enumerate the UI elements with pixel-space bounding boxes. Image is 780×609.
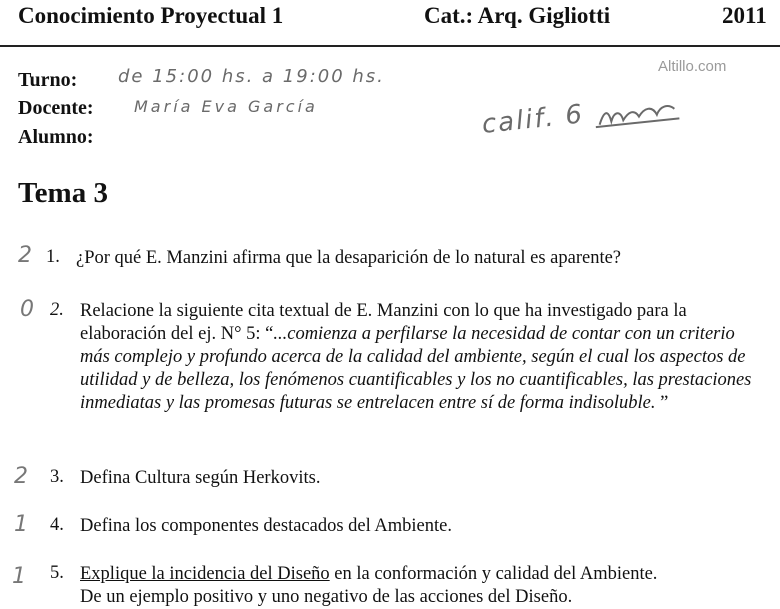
q1-number: 1. <box>46 247 60 267</box>
signature-scribble <box>594 100 680 129</box>
tema-heading: Tema 3 <box>18 177 108 209</box>
q3-number: 3. <box>50 467 64 487</box>
turno-label: Turno: <box>18 69 78 91</box>
q5-grade: 1 <box>12 564 26 589</box>
q2-intro: Relacione la siguiente cita textual de E. Manzini con lo que ha investigado para la elaboración del ej. N° 5: “ <box>80 301 687 344</box>
q3-text: Defina Cultura según Herkovits. <box>80 468 321 488</box>
course-title: Conocimiento Proyectual 1 <box>18 3 284 28</box>
turno-value: de 15:00 hs. a 19:00 hs. <box>118 66 385 87</box>
q5-line1-rest: en la conformación y calidad del Ambiente. <box>329 564 658 584</box>
q2-number: 2. <box>50 300 64 320</box>
q5-text <box>80 563 770 609</box>
q2-grade: 0 <box>20 297 34 322</box>
alumno-label: Alumno: <box>18 126 94 148</box>
q4-number: 4. <box>50 515 64 535</box>
q1-text: ¿Por qué E. Manzini afirma que la desaparición de lo natural es aparente? <box>76 248 622 268</box>
q5-underlined: Explique la incidencia del Diseño <box>80 564 330 584</box>
q2-text <box>80 300 760 415</box>
q2-end: ” <box>655 393 669 413</box>
q5-number: 5. <box>50 563 64 583</box>
q1-grade: 2 <box>18 243 32 268</box>
docente-label: Docente: <box>18 97 94 119</box>
q3-grade: 2 <box>14 464 28 489</box>
year: 2011 <box>722 3 767 28</box>
q2-quote: ...comienza a perfilarse la necesidad de contar con un criterio más complejo y profundo acerca de la calidad del ambiente, según el cual los aspectos de utilidad y de belleza, los fenómenos cuantificables y los no cuantificables, las prestaciones inmediatas y las promesas futuras se entrelacen entre sí de forma indisoluble. <box>80 324 752 413</box>
header-rule <box>0 45 780 47</box>
q4-text: Defina los componentes destacados del Ambiente. <box>80 516 452 536</box>
q4-grade: 1 <box>14 512 28 537</box>
grade-note-text: calif. 6 <box>480 98 596 140</box>
chair-name: Cat.: Arq. Gigliotti <box>424 3 611 28</box>
watermark: Altillo.com <box>658 58 727 75</box>
grade-note <box>480 90 679 140</box>
docente-value: María Eva García <box>134 97 318 116</box>
q5-line2: De un ejemplo positivo y uno negativo de las acciones del Diseño. <box>80 587 573 607</box>
grade-signature <box>593 97 679 128</box>
